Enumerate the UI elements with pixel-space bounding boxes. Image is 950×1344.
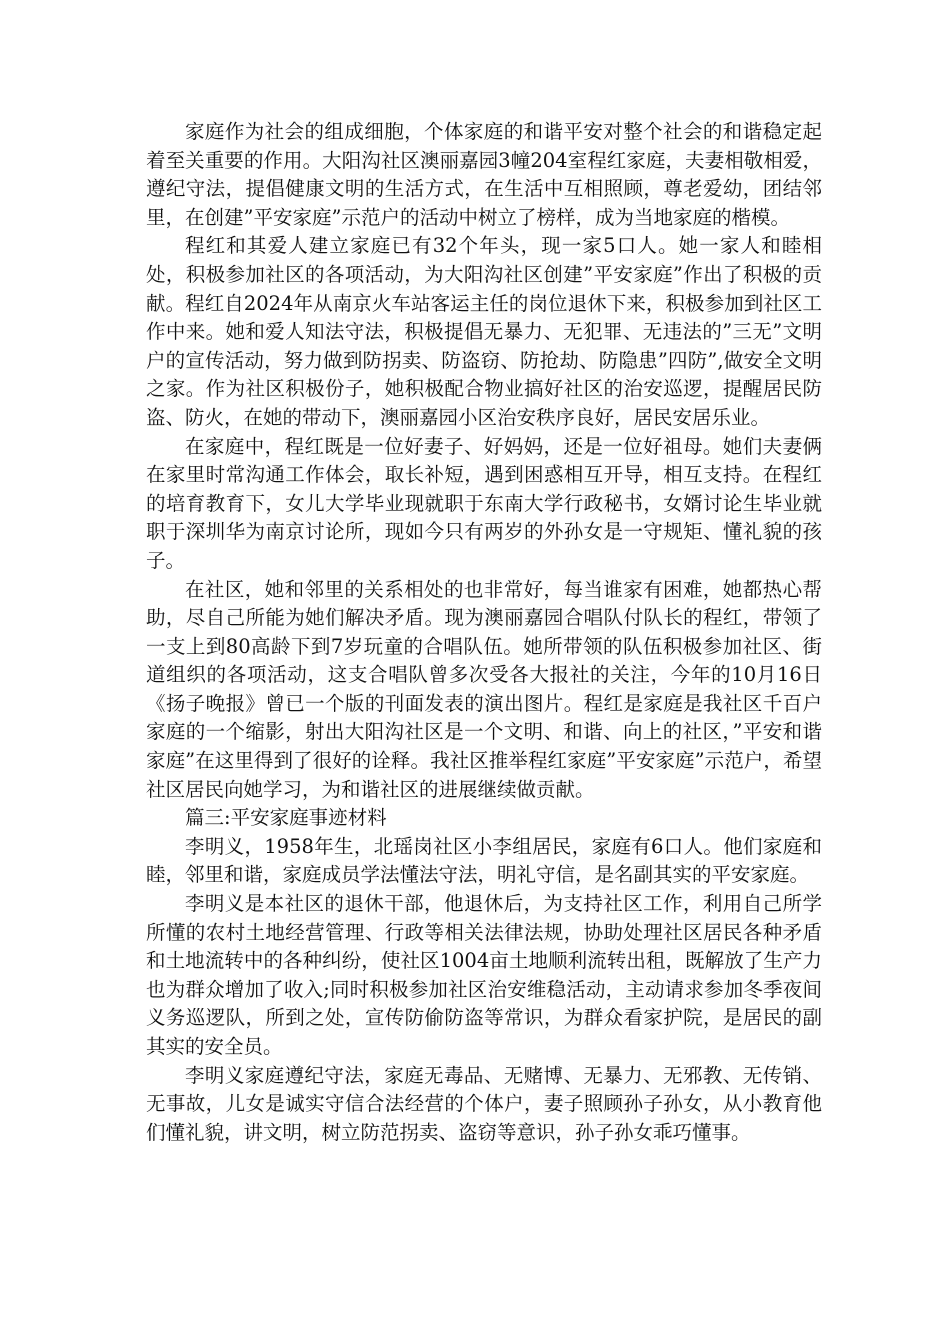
paragraph-cheng-hong-family: 程红和其爱人建立家庭已有32个年头，现一家5口人。她一家人和睦相处，积极参加社区的各项活动，为大阳沟社区创建”平安家庭”作出了积极的贡献。程红自2024年从南京火车站客运主任的岗位退休下来，积极参加到社区工作中来。她和爱人知法守法，积极提倡无暴力、无犯罪、无违法的”三无”文明户的宣传活动，努力做到防拐卖、防盗窃、防抢劫、防隐患”四防”,做安全文明之家。作为社区积极份子，她积极配合物业搞好社区的治安巡逻，提醒居民防盗、防火，在她的带动下，澳丽嘉园小区治安秩序良好，居民安居乐业。 <box>146 234 822 429</box>
paragraph-li-mingyi-work: 李明义是本社区的退休干部，他退休后，为支持社区工作，利用自己所学所懂的农村土地经营管理、行政等相关法律法规，协助处理社区居民各种矛盾和土地流转中的各种纠纷，使社区1004亩土地顺利流转出租，既解放了生产力也为群众增加了收入;同时积极参加社区治安维稳活动，主动请求参加冬季夜间义务巡逻队，所到之处，宣传防偷防盗等常识，为群众看家护院，是居民的副其实的安全员。 <box>146 892 822 1058</box>
document-body <box>146 118 822 1147</box>
paragraph-intro: 家庭作为社会的组成细胞，个体家庭的和谐平安对整个社会的和谐稳定起着至关重要的作用。大阳沟社区澳丽嘉园3幢204室程红家庭，夫妻相敬相爱，遵纪守法，提倡健康文明的生活方式，在生活中互相照顾，尊老爱幼，团结邻里，在创建”平安家庭”示范户的活动中树立了榜样，成为当地家庭的楷模。 <box>146 120 822 229</box>
paragraph-li-mingyi-intro: 李明义，1958年生，北瑶岗社区小李组居民，家庭有6口人。他们家庭和睦，邻里和谐，家庭成员学法懂法守法，明礼守信，是名副其实的平安家庭。 <box>146 834 822 887</box>
paragraph-community-life: 在社区，她和邻里的关系相处的也非常好，每当谁家有困难，她都热心帮助，尽自己所能为她们解决矛盾。现为澳丽嘉园合唱队付队长的程红，带领了一支上到80高龄下到7岁玩童的合唱队伍。她所带领的队伍积极参加社区、街道组织的各项活动，这支合唱队曾多次受各大报社的关注，今年的10月16日《扬子晚报》曾已一个版的刊面发表的演出图片。程红是家庭是我社区千百户家庭的一个缩影，射出大阳沟社区是一个文明、和谐、向上的社区，”平安和谐家庭”在这里得到了很好的诠释。我社区推举程红家庭”平安家庭”示范户，希望社区居民向她学习，为和谐社区的进展继续做贡献。 <box>146 577 822 801</box>
paragraph-family-life: 在家庭中，程红既是一位好妻子、好妈妈，还是一位好祖母。她们夫妻俩在家里时常沟通工作体会，取长补短，遇到困惑相互开导，相互支持。在程红的培育教育下，女儿大学毕业现就职于东南大学行政秘书，女婿讨论生毕业就职于深圳华为南京讨论所，现如今只有两岁的外孙女是一守规矩、懂礼貌的孩子。 <box>146 434 822 572</box>
section-heading: 篇三:平安家庭事迹材料 <box>185 806 387 830</box>
paragraph-li-mingyi-family: 李明义家庭遵纪守法，家庭无毒品、无赌博、无暴力、无邪教、无传销、无事故，儿女是诚实守信合法经营的个体户，妻子照顾孙子孙女，从小教育他们懂礼貌，讲文明，树立防范拐卖、盗窃等意识，孙子孙女乖巧懂事。 <box>146 1063 822 1144</box>
